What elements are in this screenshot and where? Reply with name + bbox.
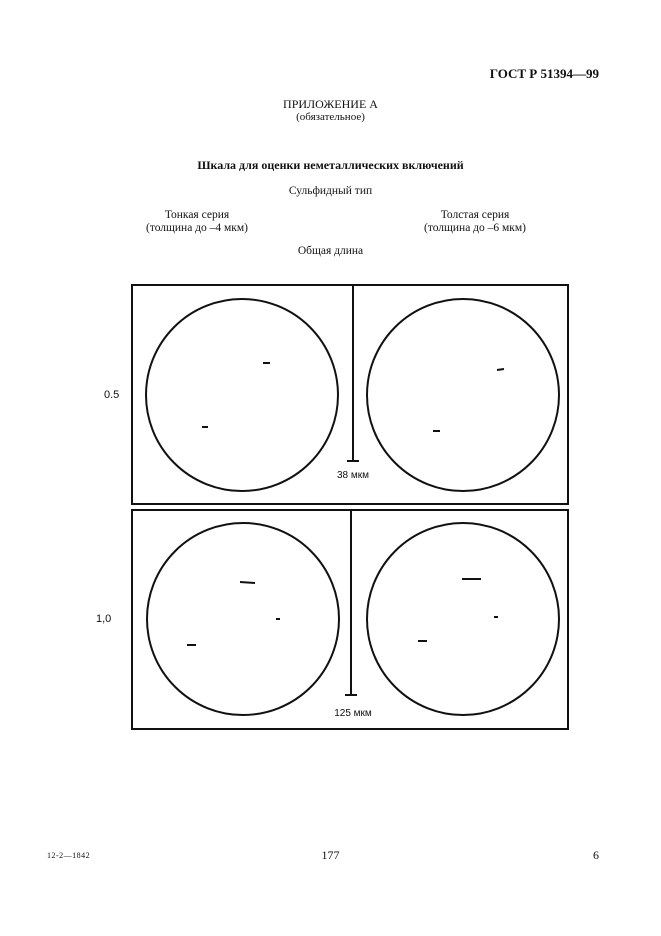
- thick-series-field-1-0: [367, 523, 559, 715]
- inclusion-mark: [240, 582, 255, 583]
- row-label-0-5: 0.5: [104, 389, 120, 401]
- row-label-1-0: 1,0: [96, 613, 112, 625]
- sheet-number: 6: [593, 848, 599, 862]
- document-code: ГОСТ Р 51394—99: [489, 66, 599, 81]
- thick-series-field-0-5: [367, 299, 559, 491]
- thin-series-heading: [131, 209, 263, 235]
- scale-label-0-5: 38 мкм: [336, 470, 370, 481]
- thick-series-heading: [409, 209, 541, 235]
- thin-series-field-0-5: [146, 299, 338, 491]
- inclusion-type: Сульфидный тип: [288, 185, 373, 197]
- thin-series-name: Тонкая серия: [164, 209, 230, 221]
- appendix-title: ПРИЛОЖЕНИЕ А: [283, 97, 378, 111]
- total-length-heading: Общая длина: [297, 245, 364, 257]
- panel-1-0-drawing: [133, 511, 567, 728]
- scale-label-1-0: 125 мкм: [334, 708, 372, 719]
- print-code: 12-2—1842: [47, 851, 91, 860]
- thick-series-name: Толстая серия: [440, 209, 510, 221]
- thin-series-thickness: (толщина до –4 мкм): [145, 222, 248, 234]
- thin-series-field-1-0: [147, 523, 339, 715]
- thick-series-thickness: (толщина до –6 мкм): [423, 222, 526, 234]
- inclusion-mark: [497, 369, 504, 370]
- appendix-note: (обязательное): [296, 111, 365, 123]
- scale-title: Шкала для оценки неметаллических включений: [197, 158, 464, 172]
- scale-panel-1-0: [131, 509, 569, 730]
- page-number: 177: [321, 848, 340, 862]
